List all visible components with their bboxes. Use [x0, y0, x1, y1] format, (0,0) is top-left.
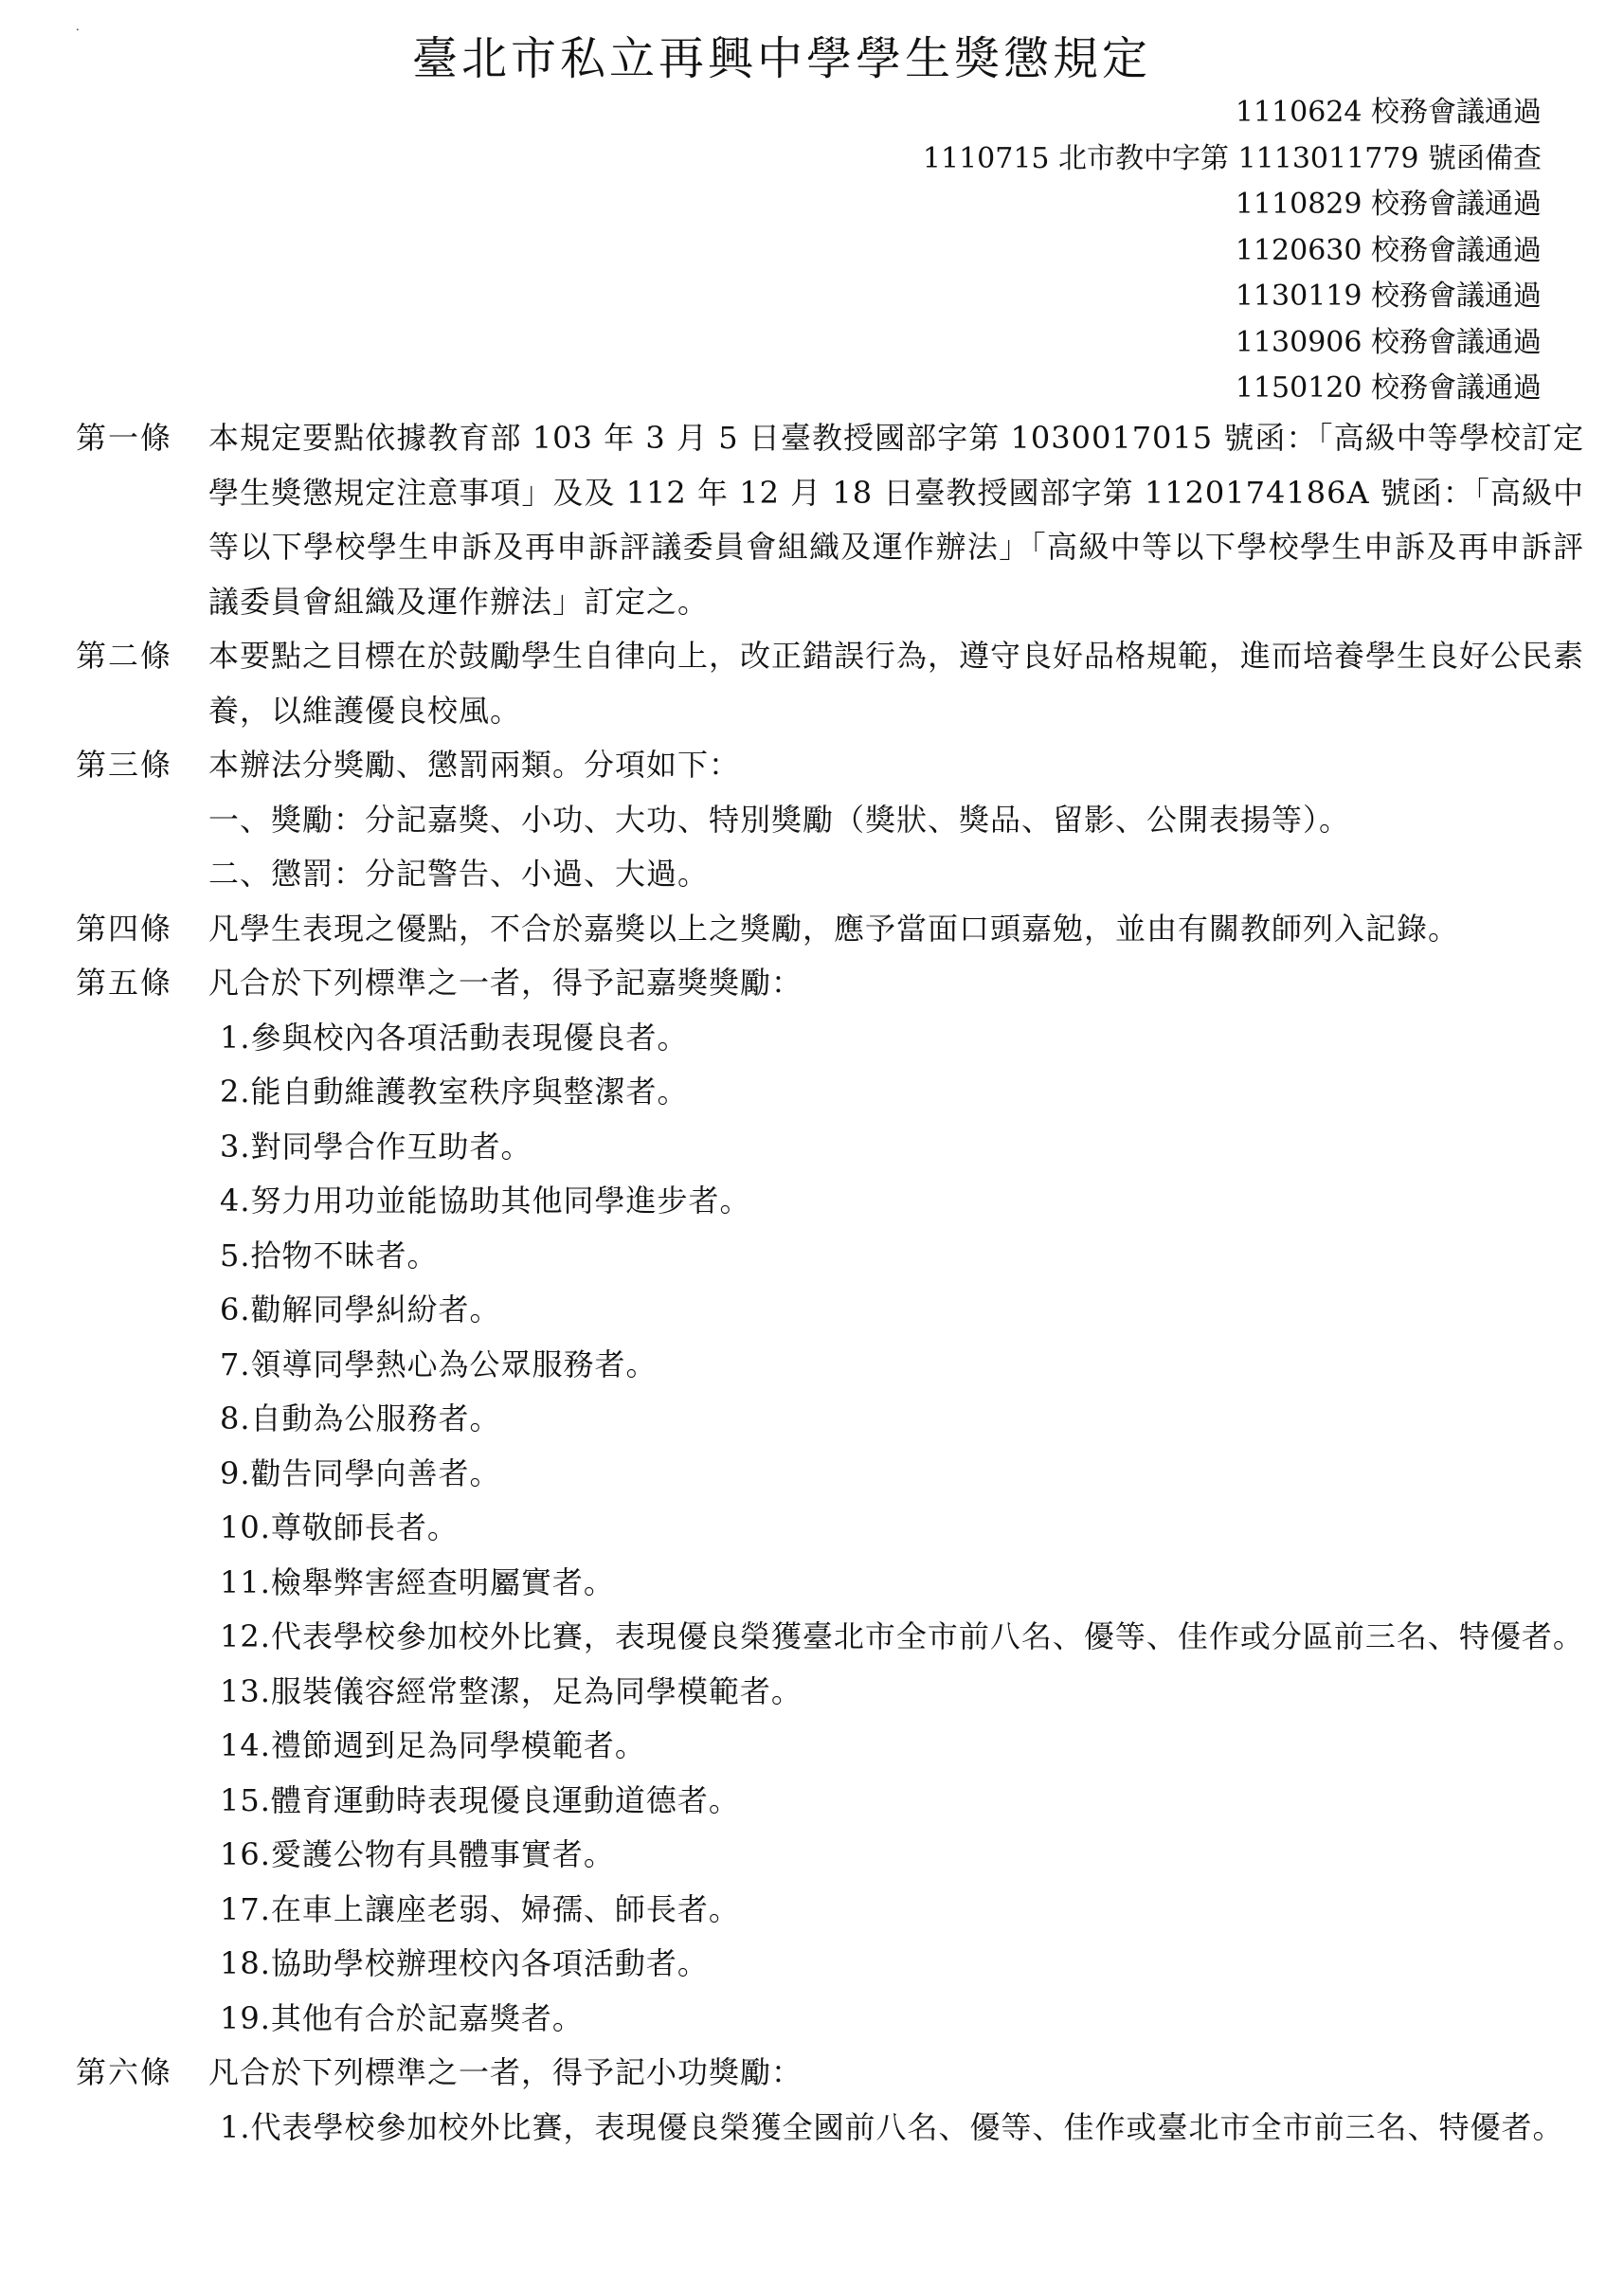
list-item	[220, 1665, 1584, 1720]
list-item	[220, 1174, 1584, 1229]
article-label: 第二條	[76, 638, 173, 674]
list-text: 努力用功並能協助其他同學進步者。	[250, 1183, 751, 1219]
list-item	[220, 1610, 1584, 1665]
list-item	[220, 1992, 1584, 2047]
approval-history	[923, 90, 1542, 412]
list-item	[220, 1774, 1584, 1829]
list-number: 6.	[220, 1292, 251, 1328]
list-item	[220, 1229, 1584, 1284]
list-item	[220, 1883, 1584, 1938]
approval-line: 1130906 校務會議通過	[1235, 325, 1542, 359]
approval-line: 1130119 校務會議通過	[1235, 280, 1542, 313]
article-label: 第一條	[76, 420, 173, 456]
list-item	[220, 1937, 1584, 1992]
list-number: 1.	[220, 2108, 251, 2145]
list-number: 7.	[220, 1346, 251, 1382]
approval-line: 1110624 校務會議通過	[1235, 96, 1542, 129]
list-number: 14.	[220, 1727, 271, 1763]
article-intro: 凡合於下列標準之一者，得予記嘉獎獎勵：	[208, 965, 803, 1001]
list-item	[220, 1338, 1584, 1393]
list-number: 1.	[220, 1019, 251, 1056]
article-label: 第五條	[76, 965, 173, 1001]
list-text: 參與校內各項活動表現優良者。	[250, 1019, 689, 1056]
article-label: 第四條	[76, 910, 173, 947]
list-item	[220, 1120, 1584, 1175]
list-text: 在車上讓座老弱、婦孺、師長者。	[270, 1890, 740, 1927]
article-2	[76, 629, 1584, 738]
list-number: 9.	[220, 1454, 251, 1491]
list-text: 尊敬師長者。	[270, 1509, 459, 1545]
list-number: 10.	[220, 1509, 271, 1545]
list-text: 勸告同學向善者。	[250, 1454, 501, 1491]
list-item	[220, 1011, 1584, 1066]
article-subitem: 二、懲罰：分記警告、小過、大過。	[208, 856, 710, 892]
list-number: 4.	[220, 1183, 251, 1219]
article-text: 凡學生表現之優點，不合於嘉獎以上之獎勵，應予當面口頭嘉勉，並由有關教師列入記錄。	[208, 910, 1460, 947]
article-intro: 本辦法分獎勵、懲罰兩類。分項如下：	[208, 747, 741, 783]
list-number: 12.	[220, 1618, 271, 1654]
corner-dot: .	[76, 20, 80, 33]
list-number: 13.	[220, 1672, 271, 1709]
approval-line: 1110715 北市教中字第 1113011779 號函備查	[922, 141, 1542, 175]
list-text: 協助學校辦理校內各項活動者。	[270, 1945, 709, 1981]
list-number: 11.	[220, 1563, 271, 1600]
list-number: 18.	[220, 1945, 271, 1981]
article-text: 本要點之目標在於鼓勵學生自律向上，改正錯誤行為，遵守良好品格規範，進而培養學生良好公民素養，以維護優良校風。	[208, 638, 1585, 729]
list-item	[220, 1392, 1584, 1447]
list-item	[220, 1501, 1584, 1556]
reward-list	[208, 2101, 1584, 2156]
list-text: 服裝儀容經常整潔，足為同學模範者。	[270, 1672, 803, 1709]
article-6	[76, 2046, 1584, 2155]
list-number: 5.	[220, 1237, 251, 1273]
article-body	[208, 2046, 1584, 2155]
article-label: 第六條	[76, 2054, 173, 2090]
list-number: 19.	[220, 1999, 271, 2036]
document-body	[76, 411, 1584, 2155]
list-number: 3.	[220, 1128, 251, 1165]
article-1	[76, 411, 1584, 629]
list-item	[220, 1828, 1584, 1883]
reward-list	[208, 1011, 1584, 2047]
list-text: 體育運動時表現優良運動道德者。	[270, 1781, 740, 1818]
article-label: 第三條	[76, 747, 173, 783]
article-4	[76, 902, 1584, 957]
article-subitem: 一、獎勵：分記嘉獎、小功、大功、特別獎勵（獎狀、獎品、留影、公開表揚等）。	[208, 801, 1351, 838]
article-body	[208, 956, 1584, 2046]
approval-line: 1110829 校務會議通過	[1235, 188, 1542, 221]
list-text: 代表學校參加校外比賽，表現優良榮獲全國前八名、優等、佳作或臺北市全市前三名、特優者。	[250, 2108, 1564, 2145]
list-item	[220, 1556, 1584, 1611]
list-text: 自動為公服務者。	[250, 1400, 501, 1436]
document-title: 臺北市私立再興中學學生獎懲規定	[411, 32, 1151, 85]
list-number: 2.	[220, 1074, 251, 1110]
list-text: 對同學合作互助者。	[250, 1128, 532, 1165]
list-text: 禮節週到足為同學模範者。	[270, 1727, 646, 1763]
list-text: 檢舉弊害經查明屬實者。	[270, 1563, 615, 1600]
list-item	[220, 1283, 1584, 1338]
list-text: 領導同學熱心為公眾服務者。	[250, 1346, 658, 1382]
list-number: 17.	[220, 1890, 271, 1927]
list-number: 16.	[220, 1836, 271, 1872]
list-number: 8.	[220, 1400, 251, 1436]
approval-line: 1150120 校務會議通過	[1235, 371, 1542, 405]
list-text: 愛護公物有具體事實者。	[270, 1836, 615, 1872]
list-item	[220, 1447, 1584, 1502]
article-3	[76, 738, 1584, 902]
list-text: 代表學校參加校外比賽，表現優良榮獲臺北市全市前八名、優等、佳作或分區前三名、特優者。	[270, 1618, 1584, 1654]
list-item	[220, 1719, 1584, 1774]
list-text: 勸解同學糾紛者。	[250, 1292, 501, 1328]
approval-line: 1120630 校務會議通過	[1235, 233, 1542, 267]
list-number: 15.	[220, 1781, 271, 1818]
list-item	[220, 1065, 1584, 1120]
article-intro: 凡合於下列標準之一者，得予記小功獎勵：	[208, 2054, 803, 2090]
list-text: 其他有合於記嘉獎者。	[270, 1999, 584, 2036]
list-text: 拾物不昧者。	[250, 1237, 439, 1273]
list-item	[220, 2101, 1584, 2156]
article-5	[76, 956, 1584, 2046]
article-body	[208, 738, 1584, 902]
list-text: 能自動維護教室秩序與整潔者。	[250, 1074, 689, 1110]
article-text: 本規定要點依據教育部 103 年 3 月 5 日臺教授國部字第 1030017015 號函：「高級中等學校訂定學生獎懲規定注意事項」及及 112 年 12 月 18 日臺教授國部字第 1120174186A 號函：「高級中等以下學校學生申訴及再申訴評議委員會組織及運作辦法」「高級中等以下學校學生申訴及再申訴評議委員會組織及運作辦法」訂定之。	[208, 420, 1584, 620]
